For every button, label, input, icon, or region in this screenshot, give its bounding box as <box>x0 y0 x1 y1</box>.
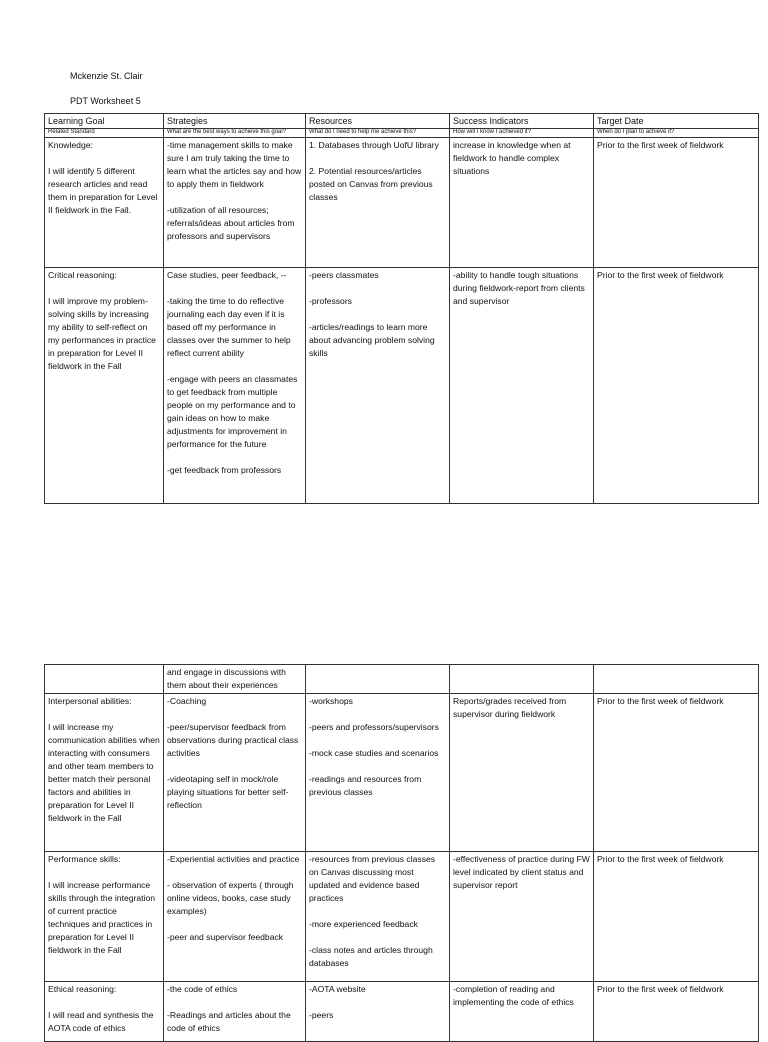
target-cell: Prior to the first week of fieldwork <box>594 268 759 504</box>
table-row <box>45 138 759 268</box>
indicators-cell: -effectiveness of practice during FW level indicated by client status and supervisor report <box>450 852 594 982</box>
goal-cell: Interpersonal abilities: I will increase my communication abilities when interacting with consumers and other team members to better match their personal factors and abilities in preparation for Level II fieldwork in the Fall <box>45 694 164 852</box>
goal-cell: Knowledge: I will identify 5 different research articles and read them in preparation for Level II fieldwork in the Fall. <box>45 138 164 268</box>
resources-cell <box>306 665 450 694</box>
table-row <box>45 982 759 1042</box>
table-subheader-row <box>45 129 759 138</box>
target-cell: Prior to the first week of fieldwork <box>594 694 759 852</box>
goal-cell <box>45 665 164 694</box>
resources-cell: -peers classmates -professors -articles/readings to learn more about advancing problem solving skills <box>306 268 450 504</box>
column-subheader-indicators: How will I know I achieved it? <box>450 129 594 138</box>
column-header-strategies: Strategies <box>164 114 306 129</box>
indicators-cell: -completion of reading and implementing the code of ethics <box>450 982 594 1042</box>
strategies-cell: -Experiential activities and practice - observation of experts ( through online videos, books, case study examples) -peer and supervisor feedback <box>164 852 306 982</box>
resources-cell: 1. Databases through UofU library 2. Potential resources/articles posted on Canvas from previous classes <box>306 138 450 268</box>
table-row <box>45 694 759 852</box>
goals-table-continued <box>44 664 759 1042</box>
column-header-goal: Learning Goal <box>45 114 164 129</box>
goal-cell: Ethical reasoning: I will read and synthesis the AOTA code of ethics <box>45 982 164 1042</box>
resources-cell: -workshops -peers and professors/supervisors -mock case studies and scenarios -readings and resources from previous classes <box>306 694 450 852</box>
column-subheader-strategies: What are the best ways to achieve this goal? <box>164 129 306 138</box>
indicators-cell <box>450 665 594 694</box>
goals-table <box>44 113 759 504</box>
target-cell: Prior to the first week of fieldwork <box>594 982 759 1042</box>
column-subheader-target: When do I plan to achieve it? <box>594 129 759 138</box>
table-row <box>45 852 759 982</box>
indicators-cell: Reports/grades received from supervisor during fieldwork <box>450 694 594 852</box>
goal-cell: Performance skills: I will increase performance skills through the integration of current practice techniques and practices in preparation for Level II fieldwork in the Fall <box>45 852 164 982</box>
strategies-cell: -Coaching -peer/supervisor feedback from observations during practical class activities -videotaping self in mock/role playing situations for better self-reflection <box>164 694 306 852</box>
indicators-cell: -ability to handle tough situations during fieldwork-report from clients and supervisor <box>450 268 594 504</box>
strategies-cell: Case studies, peer feedback, -- -taking the time to do reflective journaling each day even if it is based off my performance in classes over the summer to help reflect current ability -engage with peers an classmates to get feedback from multiple people on my performance and to gain ideas on how to make adjustments for improvement in performance for the future -get feedback from professors <box>164 268 306 504</box>
table-row <box>45 268 759 504</box>
target-cell: Prior to the first week of fieldwork <box>594 852 759 982</box>
column-header-resources: Resources <box>306 114 450 129</box>
student-name: Mckenzie St. Clair <box>70 71 143 81</box>
table-row <box>45 665 759 694</box>
goal-cell: Critical reasoning: I will improve my problem-solving skills by increasing my ability to self-reflect on my performances in practice in preparation for Level II fieldwork in the Fall <box>45 268 164 504</box>
column-header-target: Target Date <box>594 114 759 129</box>
strategies-cell: and engage in discussions with them about their experiences <box>164 665 306 694</box>
strategies-cell: -the code of ethics -Readings and articles about the code of ethics <box>164 982 306 1042</box>
table-header-row <box>45 114 759 129</box>
worksheet-page-2 <box>0 590 768 1033</box>
resources-cell: -AOTA website -peers <box>306 982 450 1042</box>
column-subheader-goal: Related Standard <box>45 129 164 138</box>
worksheet-title: PDT Worksheet 5 <box>70 96 141 106</box>
target-cell <box>594 665 759 694</box>
indicators-cell: increase in knowledge when at fieldwork to handle complex situations <box>450 138 594 268</box>
column-header-indicators: Success Indicators <box>450 114 594 129</box>
column-subheader-resources: What do I need to help me achieve this? <box>306 129 450 138</box>
resources-cell: -resources from previous classes on Canvas discussing most updated and evidence based practices -more experienced feedback -class notes and articles through databases <box>306 852 450 982</box>
target-cell: Prior to the first week of fieldwork <box>594 138 759 268</box>
strategies-cell: -time management skills to make sure I am truly taking the time to learn what the articles say and how to apply them in fieldwork -utilization of all resources; referrals/ideas about articles from professors and supervisors <box>164 138 306 268</box>
